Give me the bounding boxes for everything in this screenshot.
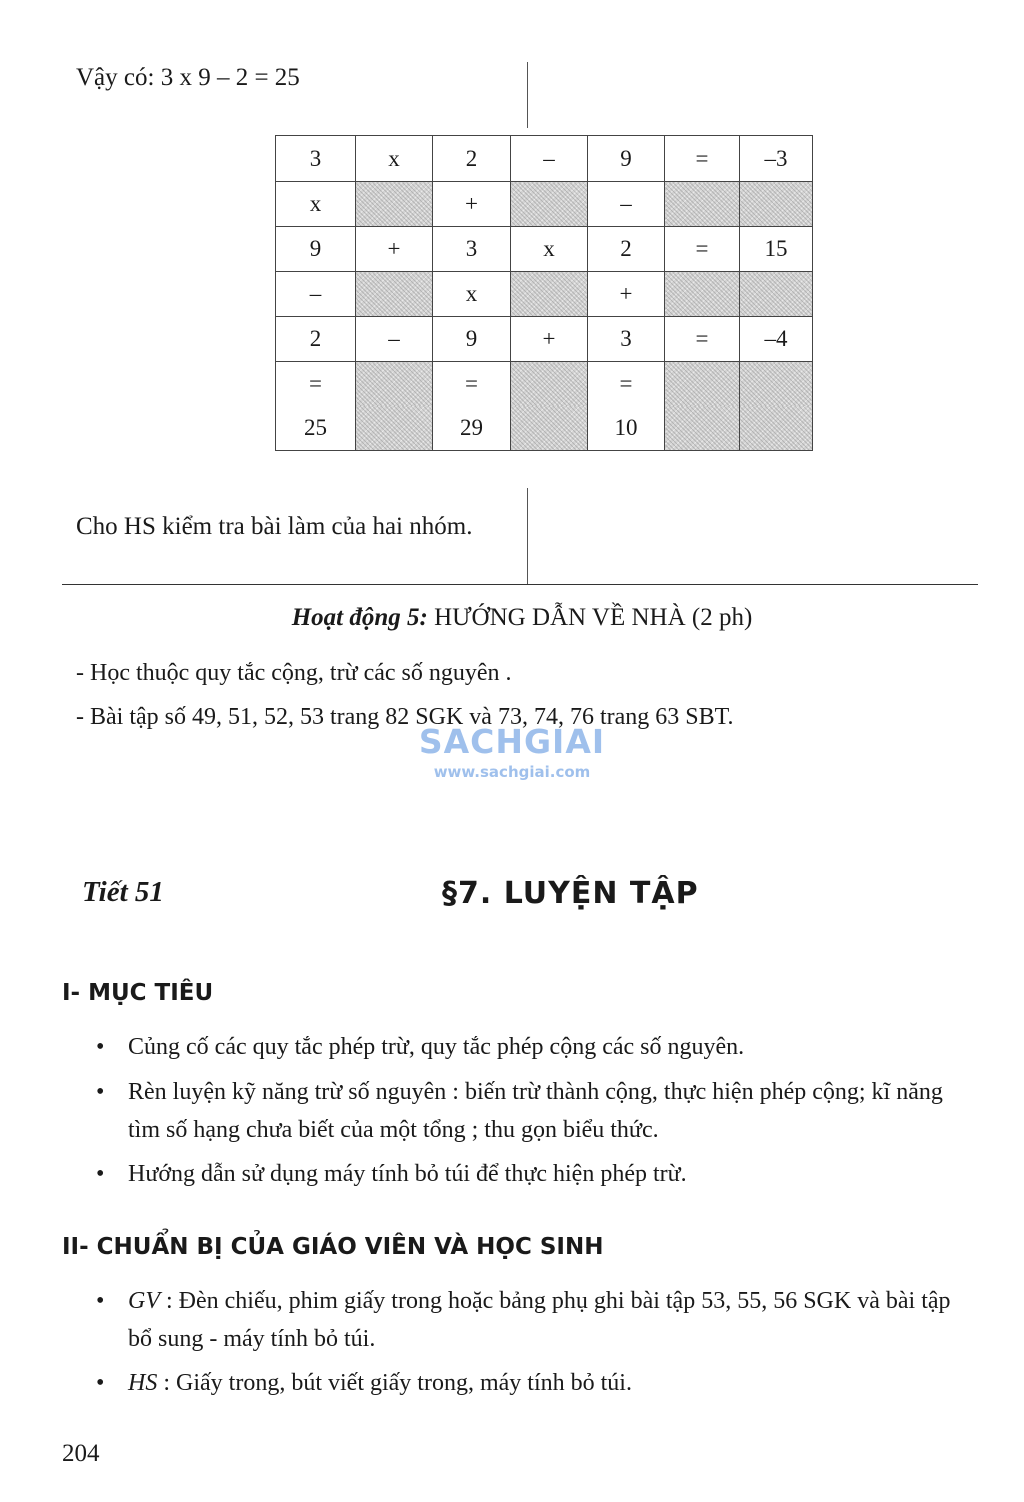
grid-cell xyxy=(356,362,433,407)
grid-cell: 9 xyxy=(276,227,356,272)
activity-heading xyxy=(0,604,1024,632)
grid-cell: 15 xyxy=(740,227,813,272)
grid-cell: 9 xyxy=(588,136,665,182)
objective-item xyxy=(96,1073,980,1149)
grid-cell: 3 xyxy=(276,136,356,182)
grid-cell: 3 xyxy=(433,227,511,272)
grid-cell: 10 xyxy=(588,406,665,451)
watermark xyxy=(412,722,612,781)
period-label: Tiết 51 xyxy=(82,876,164,908)
grid-cell xyxy=(356,182,433,227)
bullet-icon: • xyxy=(96,1034,105,1060)
bullet-icon: • xyxy=(96,1079,105,1105)
activity-title: HƯỚNG DẪN VỀ NHÀ (2 ph) xyxy=(434,604,753,631)
preparation-body: : Giấy trong, bút viết giấy trong, máy tính bỏ túi. xyxy=(157,1370,632,1396)
objective-item xyxy=(96,1028,980,1066)
grid-cell: 2 xyxy=(276,317,356,362)
grid-cell xyxy=(665,362,740,407)
grid-cell xyxy=(665,182,740,227)
grid-cell: – xyxy=(511,136,588,182)
grid-row xyxy=(276,227,813,272)
grid-cell xyxy=(511,272,588,317)
grid-cell: x xyxy=(356,136,433,182)
grid-cell xyxy=(740,272,813,317)
grid-cell: = xyxy=(276,362,356,407)
watermark-logo: SACHGIAI xyxy=(418,722,606,761)
activity-label: Hoạt động 5: xyxy=(291,604,428,631)
objective-text: Củng cố các quy tắc phép trừ, quy tắc phép cộng các số nguyên. xyxy=(128,1034,745,1060)
grid-cell: = xyxy=(665,227,740,272)
grid-row xyxy=(276,362,813,407)
section-1-heading: I- MỤC TIÊU xyxy=(62,980,214,1006)
grid-cell xyxy=(665,272,740,317)
bullet-icon: • xyxy=(96,1161,105,1187)
homework-line-1: - Học thuộc quy tắc cộng, trừ các số nguyên . xyxy=(76,660,512,686)
grid-cell: – xyxy=(276,272,356,317)
grid-cell: + xyxy=(588,272,665,317)
grid-cell xyxy=(511,362,588,407)
grid-cell: = xyxy=(433,362,511,407)
grid-cell: + xyxy=(356,227,433,272)
grid-cell: – xyxy=(588,182,665,227)
page-number: 204 xyxy=(62,1440,100,1467)
preparation-label: GV xyxy=(128,1288,160,1314)
preparation-label: HS xyxy=(128,1370,158,1396)
grid-row xyxy=(276,406,813,451)
grid-cell xyxy=(356,272,433,317)
grid-cell: = xyxy=(665,136,740,182)
check-instruction: Cho HS kiểm tra bài làm của hai nhóm. xyxy=(76,513,473,540)
grid-cell: x xyxy=(433,272,511,317)
grid-cell xyxy=(356,406,433,451)
watermark-url: www.sachgiai.com xyxy=(433,763,591,781)
column-divider-top xyxy=(527,62,528,128)
grid-cell: = xyxy=(588,362,665,407)
grid-cell xyxy=(665,406,740,451)
lesson-title: §7. LUYỆN TẬP xyxy=(442,876,699,911)
section-2-heading: II- CHUẨN BỊ CỦA GIÁO VIÊN VÀ HỌC SINH xyxy=(62,1234,604,1260)
grid-cell xyxy=(511,406,588,451)
grid-cell: – xyxy=(356,317,433,362)
intro-line: Vậy có: 3 x 9 – 2 = 25 xyxy=(76,64,300,91)
grid-row xyxy=(276,182,813,227)
objective-text: Rèn luyện kỹ năng trừ số nguyên : biến trừ thành cộng, thực hiện phép cộng; kĩ năng tìm số hạng chưa biết của một tổng ; thu gọn biểu thức. xyxy=(128,1079,943,1143)
grid-cell: 3 xyxy=(588,317,665,362)
preparation-text xyxy=(128,1282,980,1358)
bullet-icon: • xyxy=(96,1370,105,1396)
grid-cell: + xyxy=(511,317,588,362)
number-grid xyxy=(275,135,813,451)
preparation-body: : Đèn chiếu, phim giấy trong hoặc bảng phụ ghi bài tập 53, 55, 56 SGK và bài tập bổ sung - máy tính bỏ túi. xyxy=(128,1288,951,1352)
section-rule xyxy=(62,584,978,585)
grid-cell: –4 xyxy=(740,317,813,362)
preparation-item xyxy=(96,1364,980,1402)
grid-cell: –3 xyxy=(740,136,813,182)
objective-item xyxy=(96,1155,980,1193)
bullet-icon: • xyxy=(96,1288,105,1314)
grid-cell: = xyxy=(665,317,740,362)
grid-cell: 2 xyxy=(433,136,511,182)
grid-row xyxy=(276,317,813,362)
preparation-item xyxy=(96,1282,980,1358)
preparation-text xyxy=(128,1364,980,1402)
grid-cell: 2 xyxy=(588,227,665,272)
grid-cell: 9 xyxy=(433,317,511,362)
grid-cell xyxy=(740,362,813,407)
homework-line-2: - Bài tập số 49, 51, 52, 53 trang 82 SGK và 73, 74, 76 trang 63 SBT. xyxy=(76,704,734,730)
grid-cell: 25 xyxy=(276,406,356,451)
grid-cell xyxy=(740,406,813,451)
objective-text: Hướng dẫn sử dụng máy tính bỏ túi để thực hiện phép trừ. xyxy=(128,1161,687,1187)
grid-cell xyxy=(740,182,813,227)
grid-cell: x xyxy=(511,227,588,272)
grid-cell: 29 xyxy=(433,406,511,451)
grid-row xyxy=(276,272,813,317)
grid-cell: x xyxy=(276,182,356,227)
column-divider-bottom xyxy=(527,488,528,584)
grid-row xyxy=(276,136,813,182)
grid-cell: + xyxy=(433,182,511,227)
grid-cell xyxy=(511,182,588,227)
